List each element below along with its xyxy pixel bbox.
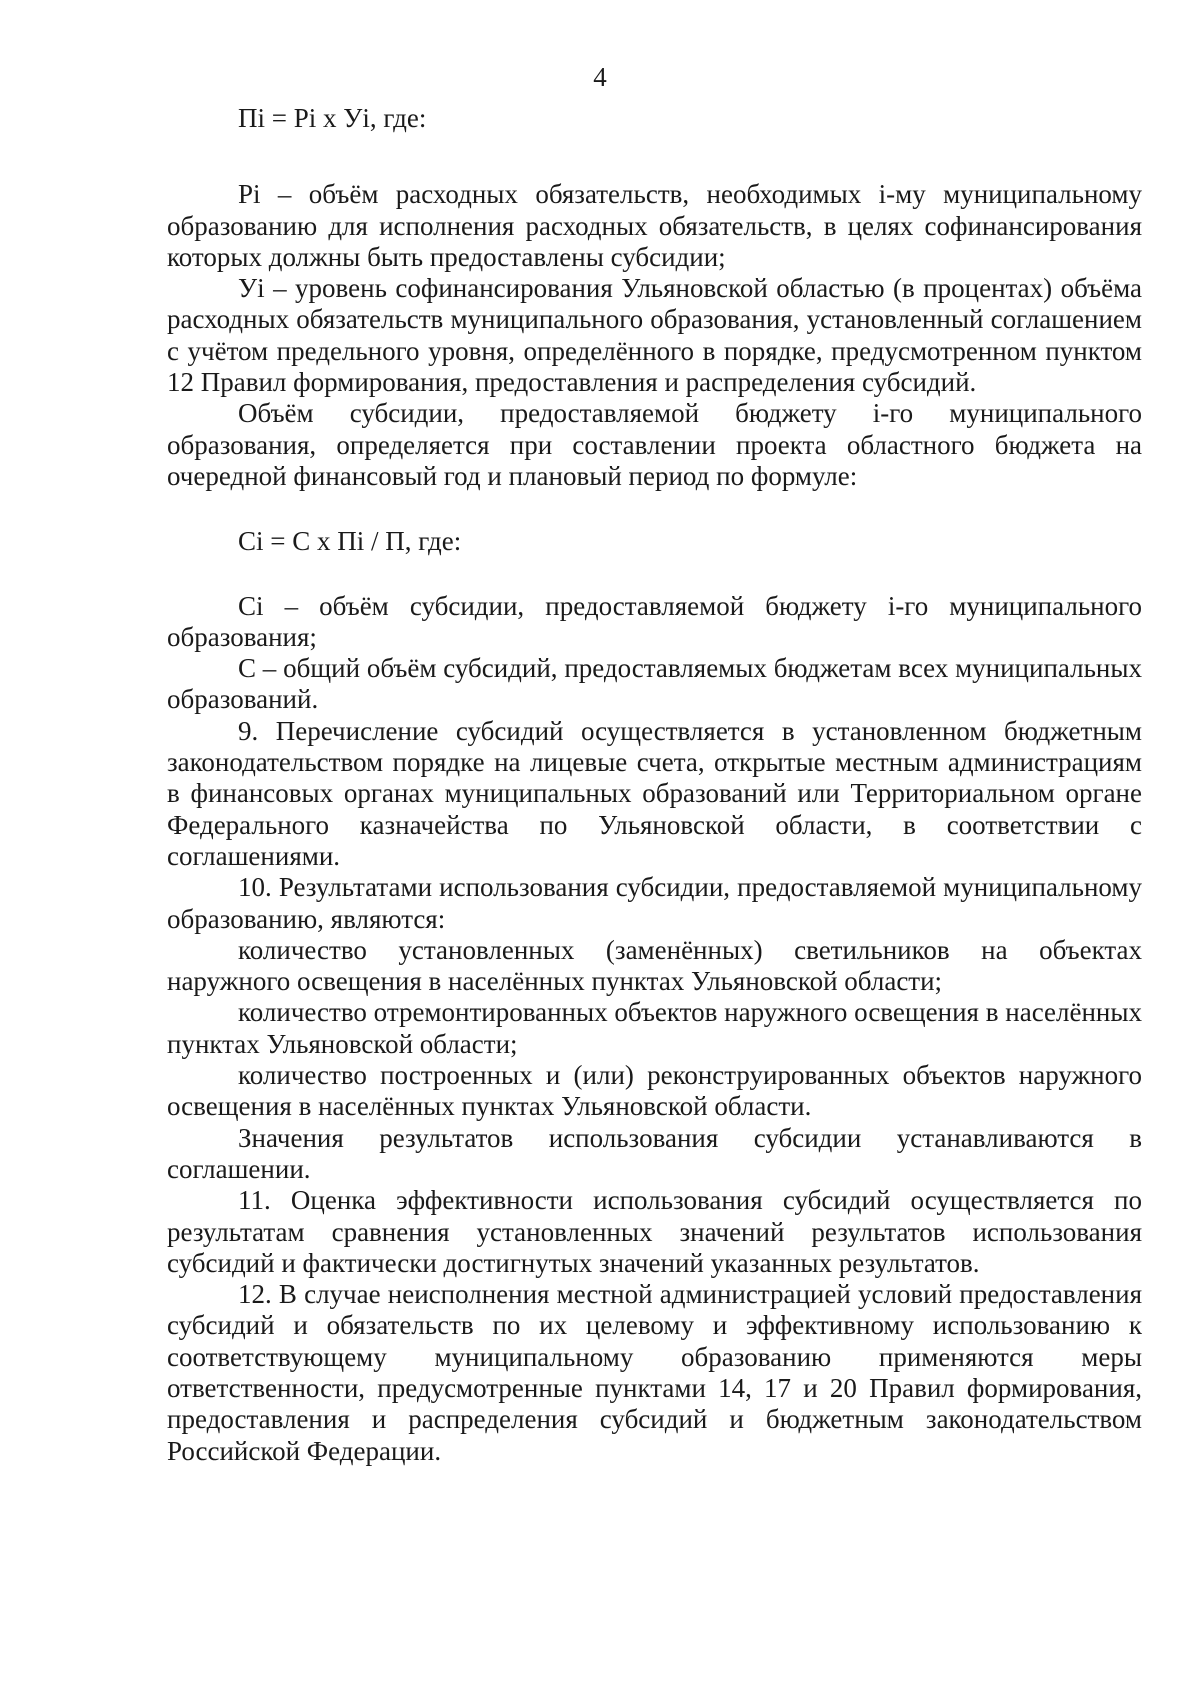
paragraph-10-item-3: количество построенных и (или) реконструированных объектов наружного освещения в населённых пунктах Ульяновской области. xyxy=(167,1060,1142,1122)
paragraph-10-item-1: количество установленных (заменённых) светильников на объектах наружного освещения в населённых пунктах Ульяновской области; xyxy=(167,934,1142,997)
paragraph-11: 11. Оценка эффективности использования субсидий осуществляется по результатам сравнения установленных значений результатов использования субсидий и фактически достигнутых значений указанных результатов. xyxy=(167,1185,1142,1278)
page-number: 4 xyxy=(593,62,607,92)
paragraph-subsidy-volume: Объём субсидии, предоставляемой бюджету i-го муниципального образования, определяется при составлении проекта областного бюджета на очередной финансовый год и плановый период по формуле: xyxy=(167,398,1142,491)
paragraph-12: 12. В случае неисполнения местной администрацией условий предоставления субсидий и обязательств по их целевому и эффективному использованию к соответствующему муниципальному образованию применяются меры ответственности, предусмотренные пунктами 14, 17 и 20 Правил формирования, предоставления и распределения субсидий и бюджетным законодательством Российской Федерации. xyxy=(167,1279,1142,1466)
paragraph-ui-definition: Уi – уровень софинансирования Ульяновской областью (в процентах) объёма расходных обязательств муниципального образования, установленный соглашением с учётом предельного уровня, определённого в порядке, предусмотренном пунктом 12 Правил формирования, предоставления и распределения субсидий. xyxy=(167,273,1142,398)
paragraph-pi-definition: Pi – объём расходных обязательств, необходимых i-му муниципальному образованию для исполнения расходных обязательств, в целях софинансирования которых должны быть предоставлены субсидии; xyxy=(167,179,1142,272)
paragraph-c-definition: С – общий объём субсидий, предоставляемых бюджетам всех муниципальных образований. xyxy=(167,653,1142,715)
formula-p: Пi = Pi x Уi, где: xyxy=(238,103,427,133)
paragraph-ci-definition: Ci – объём субсидии, предоставляемой бюджету i-го муниципального образования; xyxy=(167,590,1142,652)
formula-c: Ci = C x Пi / П, где: xyxy=(238,526,462,557)
document-body xyxy=(167,103,1142,1467)
paragraph-10: 10. Результатами использования субсидии, предоставляемой муниципальному образованию, являются: xyxy=(167,872,1142,934)
paragraph-9: 9. Перечисление субсидий осуществляется в установленном бюджетным законодательством порядке на лицевые счета, открытые местным администрациям в финансовых органах муниципальных образований или Территориальном органе Федерального казначейства по Ульяновской области, в соответствии с соглашениями. xyxy=(167,715,1142,871)
paragraph-result-values: Значения результатов использования субсидии устанавливаются в соглашении. xyxy=(167,1122,1142,1184)
paragraph-10-item-2: количество отремонтированных объектов наружного освещения в населённых пунктах Ульяновской области; xyxy=(167,997,1142,1059)
